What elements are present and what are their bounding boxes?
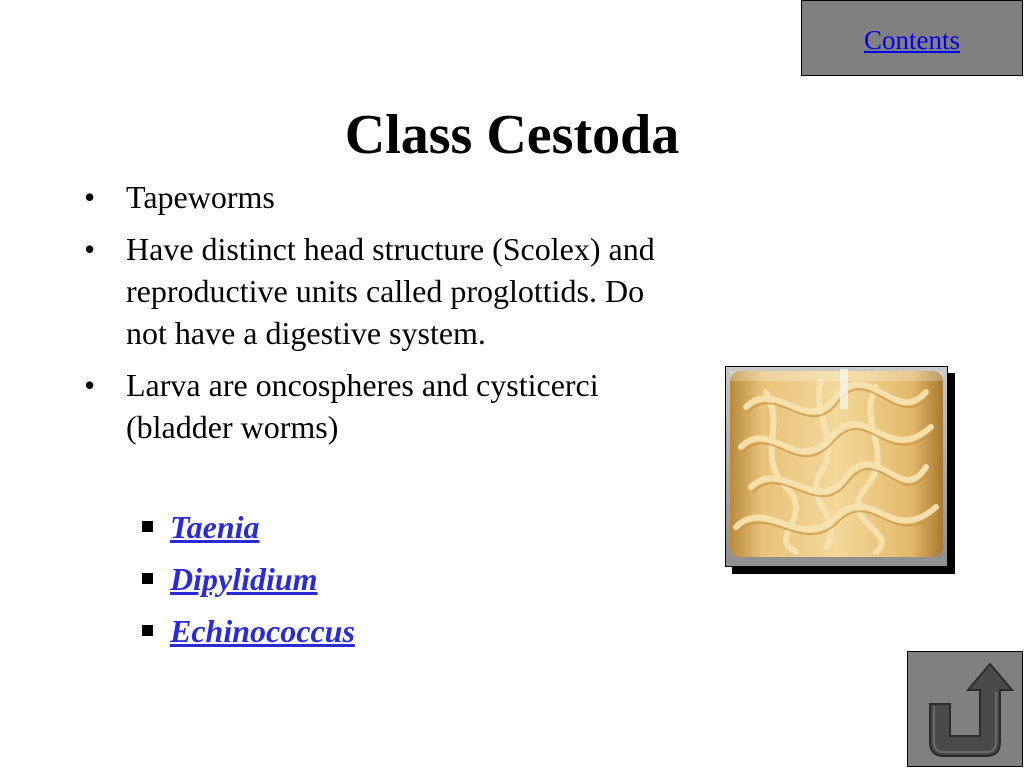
contents-link[interactable]: Contents <box>863 25 960 55</box>
bullet-list <box>84 176 684 458</box>
bullet-text: Larva are oncospheres and cysticerci (bladder worms) <box>126 367 599 445</box>
bullet-item <box>84 364 684 448</box>
back-button[interactable] <box>907 651 1023 767</box>
square-bullet-icon <box>142 573 153 584</box>
slide-title: Class Cestoda <box>344 104 680 166</box>
bullet-marker: • <box>84 179 96 215</box>
genus-link-taenia[interactable]: Taenia <box>170 509 260 545</box>
contents-nav-box <box>801 0 1023 76</box>
tapeworm-jar-photo <box>725 366 948 567</box>
genus-item <box>142 555 355 607</box>
genus-item <box>142 607 355 659</box>
bullet-marker: • <box>84 231 96 267</box>
return-arrow-icon <box>908 652 1022 766</box>
square-bullet-icon <box>142 521 153 532</box>
bullet-marker: • <box>84 367 96 403</box>
genus-list <box>142 503 355 659</box>
genus-link-echinococcus[interactable]: Echinococcus <box>170 613 355 649</box>
bullet-text: Have distinct head structure (Scolex) and reproductive units called proglottids. Do not have a digestive system. <box>126 231 655 351</box>
genus-link-dipylidium[interactable]: Dipylidium <box>170 561 318 597</box>
bullet-item <box>84 228 684 354</box>
square-bullet-icon <box>142 625 153 636</box>
genus-item <box>142 503 355 555</box>
bullet-text: Tapeworms <box>126 179 275 215</box>
bullet-item <box>84 176 684 218</box>
